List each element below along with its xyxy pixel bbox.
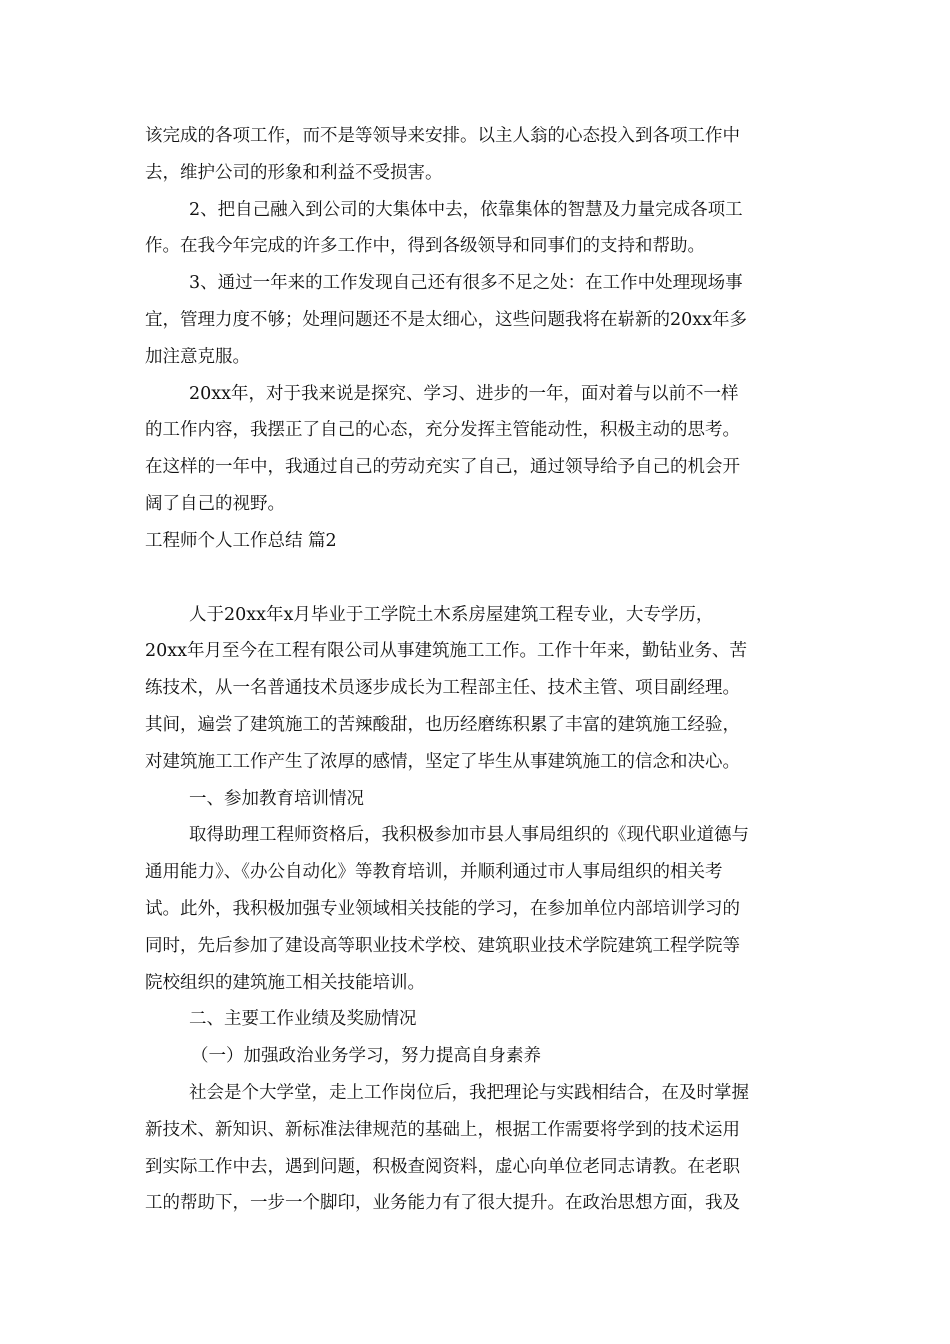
text-line: 通用能力》、《办公自动化》等教育培训，并顺利通过市人事局组织的相关考: [145, 862, 723, 883]
text-line: 练技术，从一名普通技术员逐步成长为工程部主任、技术主管、项目副经理。: [145, 678, 740, 699]
paragraph-study: [145, 1075, 807, 1222]
text-line: 宜，管理力度不够；处理问题还不是太细心，这些问题我将在崭新的20xx年多: [145, 309, 748, 330]
text-line: 该完成的各项工作，而不是等领导来安排。以主人翁的心态投入到各项工作中: [145, 126, 740, 146]
paragraph-year-summary: [145, 376, 807, 523]
text-line: 20xx年，对于我来说是探究、学习、进步的一年，面对着与以前不一样: [189, 383, 739, 404]
paragraph-continuation: [145, 118, 807, 192]
paragraph-point-2: [145, 192, 807, 266]
text-line: 同时，先后参加了建设高等职业技术学校、建筑职业技术学院建筑工程学院等: [145, 935, 740, 956]
text-line: 20xx年月至今在工程有限公司从事建筑施工工作。工作十年来，勤钻业务、苦: [145, 641, 748, 662]
text-line: 阔了自己的视野。: [145, 493, 285, 514]
text-line: 加注意克服。: [145, 346, 250, 367]
text-line: 去，维护公司的形象和利益不受损害。: [145, 162, 443, 183]
paragraph-training: [145, 817, 807, 1001]
text-line: 院校组织的建筑施工相关技能培训。: [145, 972, 425, 993]
text-line: 作。在我今年完成的许多工作中，得到各级领导和同事们的支持和帮助。: [145, 236, 705, 257]
text-line: 3、通过一年来的工作发现自己还有很多不足之处：在工作中处理现场事: [189, 273, 743, 294]
paragraph-point-3: [145, 265, 807, 375]
heading-training: 一、参加教育培训情况: [189, 788, 364, 809]
text-line: 工的帮助下，一步一个脚印，业务能力有了很大提升。在政治思想方面，我及: [145, 1193, 740, 1214]
text-line: 在这样的一年中，我通过自己的劳动充实了自己，通过领导给予自己的机会开: [145, 457, 740, 478]
text-line: 试。此外，我积极加强专业领域相关技能的学习，在参加单位内部培训学习的: [145, 898, 740, 919]
text-line: 对建筑施工工作产生了浓厚的感情，坚定了毕生从事建筑施工的信念和决心。: [145, 751, 740, 772]
text-line: 2、把自己融入到公司的大集体中去，依靠集体的智慧及力量完成各项工: [189, 199, 743, 220]
section-title: 工程师个人工作总结 篇2: [145, 530, 337, 551]
document-page: [145, 118, 807, 1222]
text-line: 取得助理工程师资格后，我积极参加市县人事局组织的《现代职业道德与: [189, 825, 749, 846]
text-line: 的工作内容，我摆正了自己的心态，充分发挥主管能动性，积极主动的思考。: [145, 420, 740, 441]
text-line: 新技术、新知识、新标准法律规范的基础上，根据工作需要将学到的技术运用: [145, 1119, 740, 1140]
text-line: 人于20xx年x月毕业于工学院土木系房屋建筑工程专业，大专学历，: [189, 604, 714, 625]
text-line: 到实际工作中去，遇到问题，积极查阅资料，虚心向单位老同志请教。在老职: [145, 1156, 740, 1177]
heading-achievements: 二、主要工作业绩及奖励情况: [189, 1009, 417, 1030]
heading-political-study: （一）加强政治业务学习，努力提高自身素养: [191, 1046, 541, 1067]
blank-line: [145, 560, 807, 597]
paragraph-intro: [145, 597, 807, 781]
text-line: 社会是个大学堂，走上工作岗位后，我把理论与实践相结合，在及时掌握: [189, 1082, 749, 1103]
text-line: 其间，遍尝了建筑施工的苦辣酸甜，也历经磨练积累了丰富的建筑施工经验，: [145, 714, 740, 735]
